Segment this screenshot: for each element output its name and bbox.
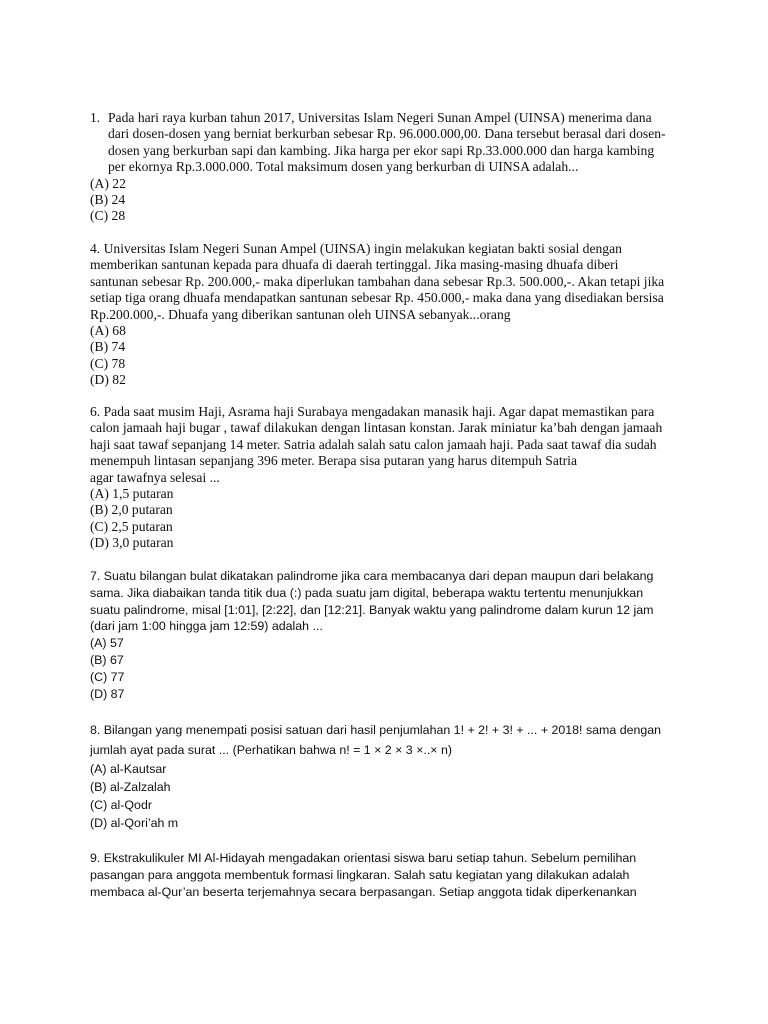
option-b: (B) 67 bbox=[90, 652, 124, 667]
text-line: setiap tiga orang dhuafa mendapatkan santunan sebesar Rp. 450.000,- maka dana yang disediakan bersisa bbox=[90, 290, 664, 306]
question-6 bbox=[90, 404, 690, 552]
option-a: (A) 68 bbox=[90, 323, 126, 339]
option-c: (C) 2,5 putaran bbox=[90, 518, 173, 534]
text-line: Pada hari raya kurban tahun 2017, Universitas Islam Negeri Sunan Ampel (UINSA) menerima dana bbox=[108, 110, 652, 125]
text-line: jumlah ayat pada surat ... (Perhatikan bahwa n! = 1 × 2 × 3 ×..× n) bbox=[90, 743, 452, 757]
option-c: (C) 77 bbox=[90, 669, 125, 684]
question-1 bbox=[90, 110, 690, 225]
option-d: (D) 82 bbox=[90, 372, 126, 388]
option-b: (B) 74 bbox=[90, 339, 126, 355]
option-c: (C) 28 bbox=[90, 208, 126, 224]
option-a: (A) 57 bbox=[90, 636, 124, 651]
text-line: 9. Ekstrakulikuler MI Al-Hidayah mengadakan orientasi siswa baru setiap tahun. Sebelum pemilihan bbox=[90, 851, 637, 865]
text-line: pasangan para anggota membentuk formasi lingkaran. Salah satu kegiatan yang dilakukan adalah bbox=[90, 867, 630, 882]
option-d: (D) 87 bbox=[90, 686, 125, 701]
option-d: (D) al-Qori’ah m bbox=[90, 816, 179, 830]
text-line: sama. Jika diabaikan tanda titik dua (:) pada suatu jam digital, beberapa waktu tertentu menunjukkan bbox=[90, 585, 644, 600]
option-c: (C) 78 bbox=[90, 355, 126, 371]
text-line: haji saat tawaf sepanjang 14 meter. Satria adalah salah satu calon jamaah haji. Pada saat tawaf dia sudah bbox=[90, 436, 657, 452]
text-line: agar tawafnya selesai ... bbox=[90, 469, 220, 485]
text-line: 4. Universitas Islam Negeri Sunan Ampel (UINSA) ingin melakukan kegiatan bakti sosial dengan bbox=[90, 241, 622, 256]
text-line: Rp.200.000,-. Dhuafa yang diberikan santunan oleh UINSA sebanyak...orang bbox=[90, 306, 511, 322]
text-line: menempuh lintasan sepanjang 396 meter. Berapa sisa putaran yang harus ditempuh Satria bbox=[90, 453, 577, 469]
text-line: 6. Pada saat musim Haji, Asrama haji Surabaya mengadakan manasik haji. Agar dapat memastikan para bbox=[90, 404, 655, 419]
text-line: dosen yang berkurban sapi dan kambing. Jika harga per ekor sapi Rp.33.000.000 dan harga kambing bbox=[108, 142, 655, 158]
question-number: 1. bbox=[90, 110, 101, 125]
question-1-stem bbox=[90, 110, 690, 176]
option-d: (D) 3,0 putaran bbox=[90, 535, 174, 551]
text-line: per ekornya Rp.3.000.000. Total maksimum dosen yang berkurban di UINSA adalah... bbox=[108, 159, 579, 175]
text-line: 7. Suatu bilangan bulat dikatakan palindrome jika cara membacanya dari depan maupun dari belakang bbox=[90, 569, 654, 583]
option-b: (B) 24 bbox=[90, 192, 126, 208]
question-7 bbox=[90, 568, 690, 702]
text-line: (dari jam 1:00 hingga jam 12:59) adalah ... bbox=[90, 619, 323, 634]
text-line: santunan sebesar Rp. 200.000,- maka diperlukan tambahan dana sebesar Rp.3. 500.000,-. Akan tetapi jika bbox=[90, 273, 665, 289]
text-line: memberikan santunan kepada para dhuafa di daerah tertinggal. Jika masing-masing dhuafa diberi bbox=[90, 257, 619, 273]
option-a: (A) 22 bbox=[90, 175, 126, 191]
text-line: calon jamaah haji bugar , tawaf dilakukan dengan lintasan konstan. Jarak miniatur ka’bah dengan jamaah bbox=[90, 420, 663, 436]
option-b: (B) al-Zalzalah bbox=[90, 780, 171, 794]
text-line: suatu palindrome, misal [1:01], [2:22], dan [12:21]. Banyak waktu yang palindrome dalam kurun 12 jam bbox=[90, 602, 654, 617]
question-4 bbox=[90, 241, 690, 389]
option-a: (A) 1,5 putaran bbox=[90, 486, 174, 502]
question-text bbox=[108, 110, 690, 176]
text-line: dari dosen-dosen yang berniat berkurban sebesar Rp. 96.000.000,00. Dana tersebut berasal dari dosen- bbox=[108, 126, 666, 142]
option-b: (B) 2,0 putaran bbox=[90, 502, 173, 518]
question-9 bbox=[90, 850, 690, 900]
text-line: 8. Bilangan yang menempati posisi satuan dari hasil penjumlahan 1! + 2! + 3! + ... + 2018! sama dengan bbox=[90, 723, 662, 737]
question-8 bbox=[90, 720, 690, 832]
option-a: (A) al-Kautsar bbox=[90, 762, 167, 776]
text-line: membaca al-Qur’an beserta terjemahnya secara berpasangan. Setiap anggota tidak diperkenankan bbox=[90, 884, 637, 899]
option-c: (C) al-Qodr bbox=[90, 798, 152, 812]
